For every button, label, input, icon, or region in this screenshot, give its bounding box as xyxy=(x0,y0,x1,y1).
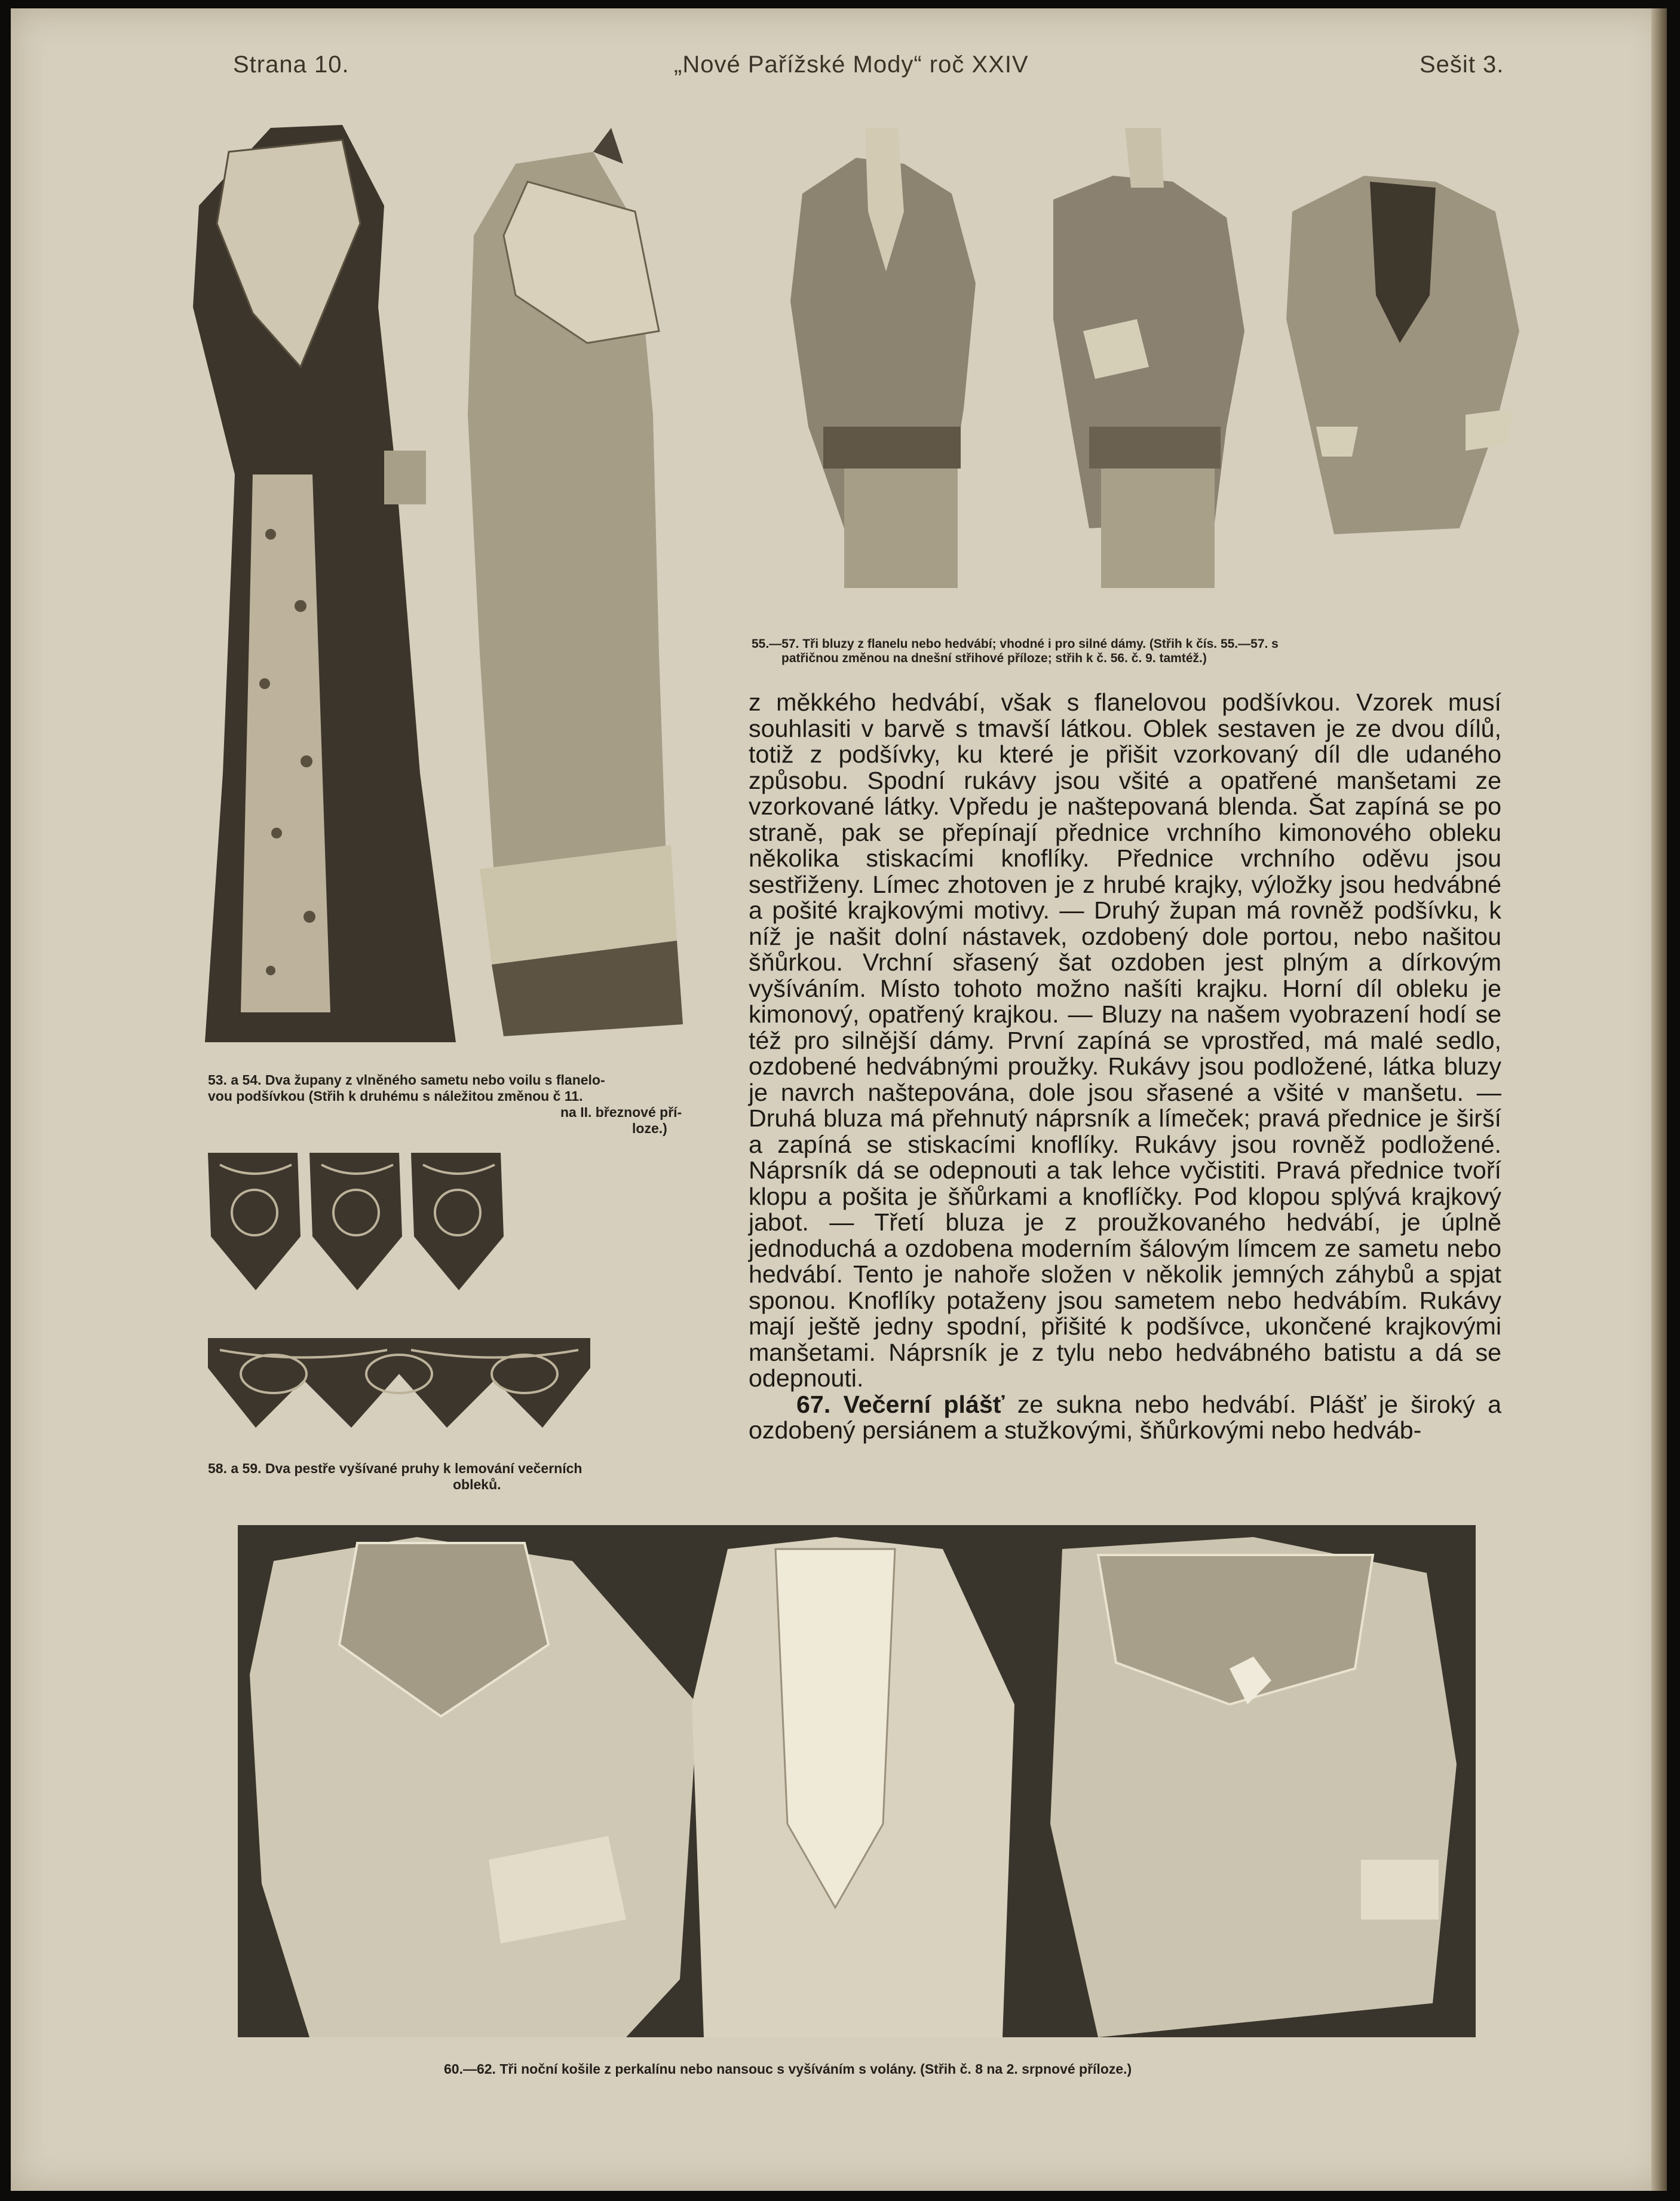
article-paragraph: z měkkého hedvábí, však s flanelovou podšívkou. Vzorek musí souhlasiti v barvě s tmavší látkou. Oblek sestaven je ze dvou dílů, totiž z podšívky, ku které je přišit vzorkovaný díl dle udaného způsobu. Spodní rukávy jsou všité a opatřené manšetami ze vzorkované látky. Vpředu je naštepovaná blenda. Šat zapíná se po straně, pak se přepínají přednice vrchního kimonového obleku několika stiskacími knoflíky. Přednice vrchního oděvu jsou sestřiženy. Límec zhotoven je z hrubé krajky, výložky jsou hedvábné a pošité krajkovými motivy. — Druhý župan má rovněž podšívku, k níž je našit dolní nástavek, ozdobený dole portou, nebo našitou šňůrkou. Vrchní sřasený šat ozdoben jest plným a dírkovým vyšíváním. Místo tohoto možno našíti krajku. Horní díl obleku je kimonový, opatřený krajkou. — Bluzy na našem vyobrazení hodí se též pro silnější dámy. První zapíná se vprostřed, má malé sedlo, ozdobené hedvábnými proužky. Rukávy jsou podložené, látka bluzy je navrch naštepována, dole jsou sřasené a všité v manšetu. — Druhá bluza má přehnutý náprsník a límeček; pravá přednice je širší a zapíná se stiskacími knoflíky. Rukávy jsou rovněž podložené. Náprsník dá se odepnouti a tak lehce vyčistiti. Pravá přednice tvoří klopu a pošita je šňůrkami a knoflíčky. Pod klopou splývá krajkový jabot. — Třetí bluza je z proužkovaného hedvábí, je úplně jednoduchá a ozdobena moderním šálovým límcem ze sametu nebo hedvábí. Tento je nahoře složen v několik jemných záhybů a spjat sponou. Knoflíky potaženy jsou sametem nebo hedvábím. Rukávy mají ještě jedny spodní, přišité k podšívce, ukončené krajkovými manšetami. Náprsník je z tylu nebo hedvábného batistu a dá se odepnouti. xyxy=(749,688,1501,1392)
caption-53-54-line-3: na II. březnové pří- xyxy=(560,1104,682,1120)
section-67-text: ze sukna nebo hedvábí. Plášť je široký a ozdobený persiánem a stužkovými, šňůrkovými nebo hedváb- xyxy=(749,1390,1501,1444)
caption-55-57-line-2: patřičnou změnou na dnešní střihové příloze; střih k č. 56. č. 9. tamtéž.) xyxy=(781,651,1207,665)
caption-53-54-line-2: vou podšívkou (Střih k druhému s náležitou změnou č 11. xyxy=(208,1088,583,1104)
page-number: Strana 10. xyxy=(233,51,350,78)
caption-53-54-line-4: loze.) xyxy=(632,1121,667,1136)
photo-nightgowns xyxy=(238,1525,1476,2037)
illustration-embroidered-band-58 xyxy=(202,1147,513,1293)
magazine-page xyxy=(11,8,1667,2191)
illustration-blouses xyxy=(719,92,1543,588)
caption-58-59 xyxy=(208,1461,746,1493)
page-edge xyxy=(1651,8,1667,2191)
section-67 xyxy=(749,1392,1501,1444)
illustration-embroidered-band-59 xyxy=(208,1332,590,1437)
caption-55-57 xyxy=(752,637,1522,666)
caption-58-59-line-1: 58. a 59. Dva pestře vyšívané pruhy k lemování večerních xyxy=(208,1461,583,1476)
caption-55-57-line-1: 55.—57. Tři bluzy z flanelu nebo hedvábí; vhodné i pro silné dámy. (Střih k čís. 55.—57. s xyxy=(752,637,1279,651)
illustration-dressing-gowns xyxy=(181,116,707,1054)
caption-60-62: 60.—62. Tři noční košile z perkalínu nebo nansouc s vyšíváním s volány. (Střih č. 8 na 2. srpnové příloze.) xyxy=(444,2061,1132,2077)
caption-53-54-line-1: 53. a 54. Dva župany z vlněného sametu nebo voilu s flanelo- xyxy=(208,1072,605,1088)
article-text xyxy=(749,690,1501,1444)
issue-number: Sešit 3. xyxy=(1420,51,1504,78)
caption-53-54 xyxy=(208,1072,734,1137)
journal-title: „Nové Pařížské Mody“ roč XXIV xyxy=(674,51,1029,78)
section-67-heading: 67. Večerní plášť xyxy=(796,1390,1005,1418)
caption-58-59-line-2: obleků. xyxy=(453,1477,501,1492)
